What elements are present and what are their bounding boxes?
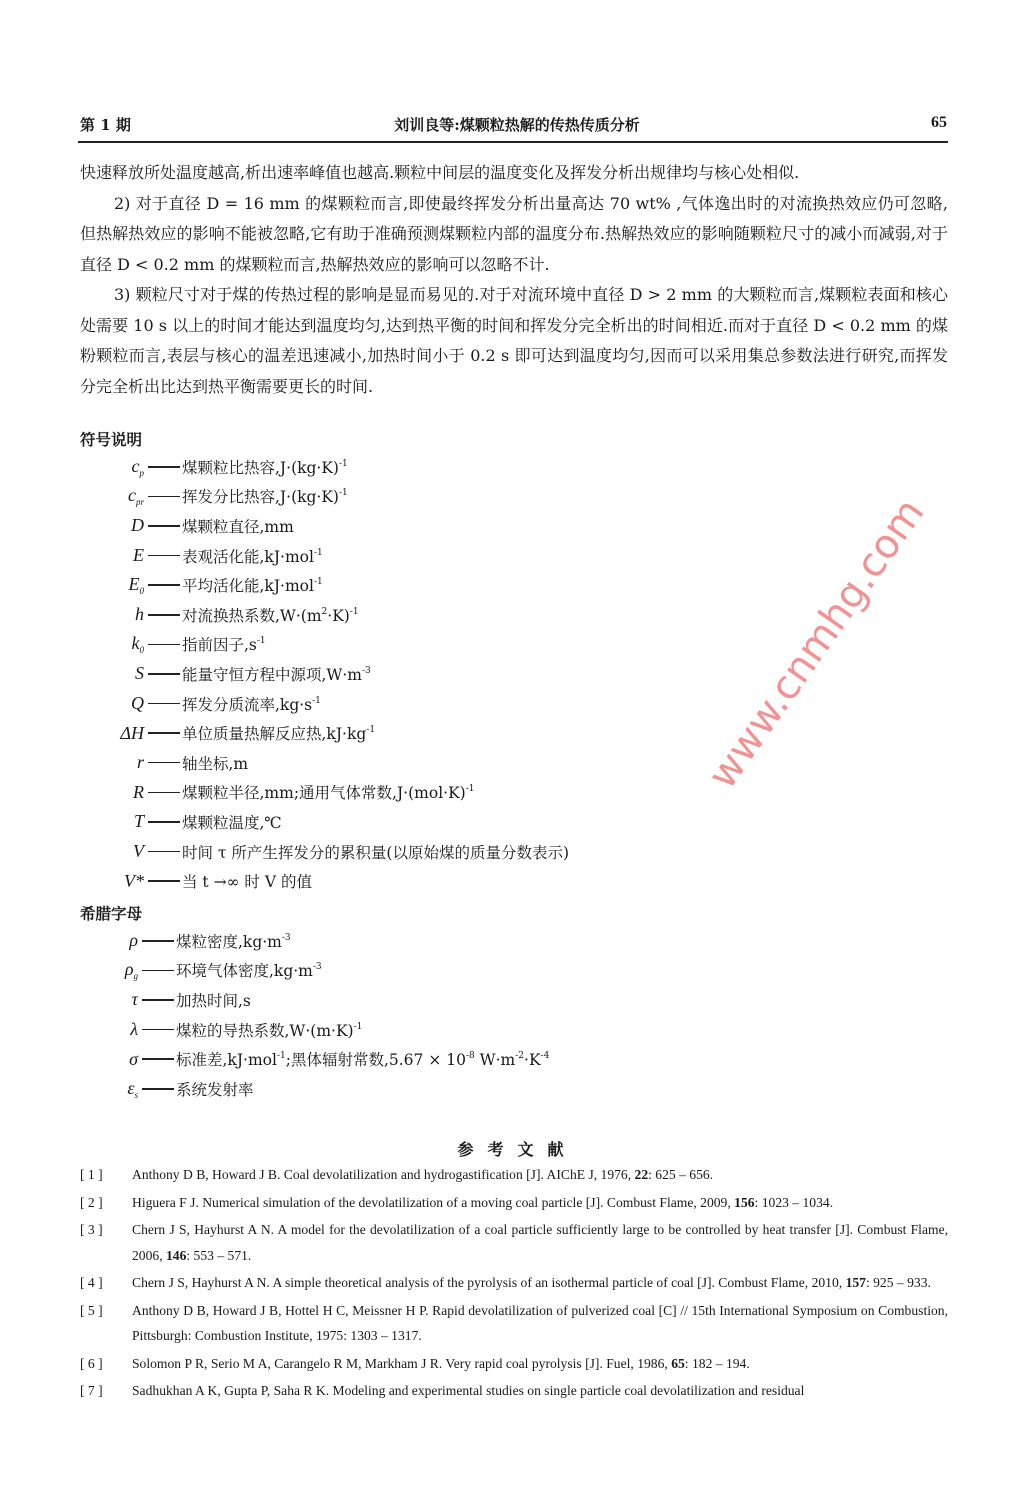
symbol: τ [131, 989, 138, 1010]
reference-number: [ 6 ] [80, 1355, 103, 1371]
symbol-row [80, 956, 549, 986]
reference-text [132, 1378, 948, 1404]
reference-item [80, 1217, 948, 1268]
text-segment: Solomon P R, Serio M A, Carangelo R M, Markham J R. Very rapid coal pyrolysis [J]. Fuel, 1986, [132, 1355, 672, 1371]
watermark: www.cnmhg.com [699, 490, 934, 798]
symbol: λ [130, 1019, 138, 1040]
symbol: $c_p$ [131, 455, 144, 478]
text-segment: Chern J S, Hayhurst A N. A model for the devolatilization of a coal particle sufficiently large to be controlled by heat transfer [J]. Combust Flame, 2006, [132, 1222, 948, 1263]
text-segment: 煤粒的导热系数,W·(m·K) [176, 1021, 354, 1040]
symbol-description [182, 693, 321, 715]
reference-item [80, 1351, 948, 1377]
symbol-description [176, 1078, 254, 1100]
symbol: Q [131, 693, 144, 714]
symbol: ρ [129, 930, 138, 951]
superscript: -2 [515, 1051, 525, 1062]
symbol: E [133, 545, 144, 566]
references-list [80, 1162, 948, 1406]
text-segment: 煤颗粒半径,mm;通用气体常数,J·(mol·K) [182, 784, 466, 803]
text-segment: 加热时间,s [176, 991, 251, 1010]
symbol-description [182, 633, 266, 655]
text-segment: ·K) [327, 606, 350, 625]
symbol: σ [129, 1048, 138, 1069]
symbol-row [80, 748, 569, 778]
symbol-description [176, 930, 291, 952]
em-dash [148, 792, 180, 794]
symbol: r [136, 752, 144, 773]
em-dash [142, 999, 174, 1001]
em-dash [142, 1058, 174, 1060]
symbol-row [80, 1044, 549, 1074]
em-dash [148, 644, 180, 646]
superscript: -8 [465, 1051, 475, 1062]
em-dash [142, 940, 174, 942]
symbol-row [80, 570, 569, 600]
symbol-row [80, 807, 569, 837]
em-dash [148, 732, 180, 734]
text-segment: 煤粒密度,kg·m [176, 932, 282, 951]
running-title: 刘训良等:煤颗粒热解的传热传质分析 [394, 116, 640, 134]
reference-text [132, 1190, 948, 1216]
em-dash [142, 1088, 174, 1090]
issue-label: 第 1 期 [80, 116, 131, 134]
symbol: R [133, 781, 144, 802]
text-segment: : 182 – 194. [684, 1355, 750, 1371]
symbol-row [80, 837, 569, 867]
symbol: ΔH [120, 722, 144, 743]
symbol: $\varepsilon_s$ [127, 1077, 138, 1100]
symbol-description [182, 604, 359, 626]
symbol-row [80, 1015, 549, 1045]
reference-number: [ 2 ] [80, 1194, 103, 1210]
reference-number: [ 4 ] [80, 1275, 103, 1290]
symbol-subscript: g [133, 971, 138, 982]
symbol-description [182, 781, 474, 803]
em-dash [142, 1029, 174, 1031]
text-segment: 能量守恒方程中源项,W·m [182, 665, 362, 684]
symbol: h [135, 604, 144, 625]
superscript: -1 [353, 1021, 363, 1032]
text-segment: Chern J S, Hayhurst A N. A simple theoretical analysis of the pyrolysis of an isothermal particle of coal [J]. Combust Flame, 2010, [132, 1275, 846, 1290]
em-dash [142, 970, 174, 972]
symbol-subscript: 0 [139, 586, 144, 597]
symbol-description [182, 811, 282, 833]
volume-number: 157 [845, 1275, 866, 1290]
superscript: -1 [276, 1051, 286, 1062]
text-segment: 轴坐标,m [182, 754, 249, 773]
greek-list [80, 926, 549, 1104]
superscript: -1 [256, 636, 266, 647]
text-segment: : 1023 – 1034. [754, 1194, 834, 1210]
em-dash [148, 851, 180, 853]
symbol-row [80, 778, 569, 808]
em-dash [148, 496, 180, 498]
symbol-description [182, 545, 323, 567]
text-segment: 煤颗粒直径,mm [182, 517, 294, 536]
volume-number: 146 [165, 1247, 187, 1263]
symbol-row [80, 659, 569, 689]
text-segment: Anthony D B, Howard J B. Coal devolatilization and hydrogastification [J]. AIChE J, 1976, [132, 1167, 635, 1182]
volume-number: 22 [634, 1167, 649, 1182]
superscript: -1 [338, 458, 348, 469]
symbol-description [182, 663, 371, 685]
symbol-description [182, 722, 375, 744]
reference-text [132, 1162, 948, 1188]
superscript: -1 [349, 606, 359, 617]
symbol-description [176, 959, 322, 981]
references-heading: 参考文献 [457, 1140, 578, 1159]
symbol-row [80, 482, 569, 512]
superscript: -1 [366, 725, 376, 736]
em-dash [148, 584, 180, 586]
reference-text [132, 1298, 948, 1349]
reference-text [132, 1351, 948, 1377]
text-segment: Higuera F J. Numerical simulation of the devolatilization of a moving coal particle [J]. Combust Flame, 2009, [132, 1194, 735, 1210]
symbol-row [80, 689, 569, 719]
reference-item [80, 1270, 948, 1296]
text-segment: 煤颗粒比热容,J·(kg·K) [182, 458, 339, 477]
symbol-row [80, 866, 569, 896]
reference-item [80, 1190, 948, 1216]
text-segment: 表观活化能,kJ·mol [182, 547, 314, 566]
symbol-description [182, 485, 348, 507]
symbol-row [80, 1074, 549, 1104]
symbol-description [176, 989, 251, 1011]
em-dash [148, 614, 180, 616]
symbol-description [182, 574, 323, 596]
symbol-description [176, 1019, 362, 1041]
text-segment: Sadhukhan A K, Gupta P, Saha R K. Modeling and experimental studies on single particle coal devolatilization and residual [132, 1383, 805, 1398]
symbol: V* [124, 870, 144, 891]
superscript: -1 [465, 784, 475, 795]
reference-number: [ 7 ] [80, 1383, 103, 1398]
text-segment: 挥发分比热容,J·(kg·K) [182, 488, 339, 507]
symbol-row [80, 630, 569, 660]
page-number: 65 [931, 114, 947, 131]
superscript: -1 [313, 577, 323, 588]
symbol-description [182, 870, 312, 892]
nomenclature-heading: 符号说明 [80, 430, 143, 449]
text-segment: ·K [524, 1051, 541, 1070]
reference-item [80, 1378, 948, 1404]
text-segment: Anthony D B, Howard J B, Hottel H C, Meissner H P. Rapid devolatilization of pulverized coal [C] // 15th International Symposium on Combustion, Pittsburgh: Combustion Institute, 1975: 1303 – 1317. [132, 1302, 948, 1343]
em-dash [148, 762, 180, 764]
text-segment: 挥发分质流率,kg·s [182, 695, 313, 714]
reference-text [132, 1217, 948, 1268]
symbol: V [133, 841, 144, 862]
text-segment: : 625 – 656. [648, 1167, 714, 1182]
nomenclature-list [80, 452, 569, 896]
em-dash [148, 525, 180, 527]
symbol-row [80, 926, 549, 956]
symbol-row [80, 511, 569, 541]
symbol: $E_0$ [128, 574, 144, 597]
text-segment: 当 t →∞ 时 V 的值 [182, 873, 312, 892]
text-segment: ;黑体辐射常数,5.67 × 10 [285, 1051, 466, 1070]
text-segment: 煤颗粒温度,℃ [182, 813, 282, 832]
reference-number: [ 3 ] [80, 1222, 103, 1237]
superscript: -3 [361, 665, 371, 676]
superscript: 2 [321, 606, 328, 617]
symbol-row [80, 541, 569, 571]
symbol-subscript: s [134, 1089, 138, 1100]
text-segment: 标准差,kJ·mol [176, 1051, 277, 1070]
text-segment: 指前因子,s [182, 636, 257, 655]
paragraph: 3) 颗粒尺寸对于煤的传热过程的影响是显而易见的.对于对流环境中直径 D > 2 mm 的大颗粒而言,煤颗粒表面和核心处需要 10 s 以上的时间才能达到温度均匀,达到热平衡的时间和挥发分完全析出的时间相近.而对于直径 D < 0.2 mm 的煤粉颗粒而言,表层与核心的温差迅速减小,加热时间小于 0.2 s 即可达到温度均匀,因而可以采用集总参数法进行研究,而挥发分完全析出比达到热平衡需要更长的时间. [80, 285, 948, 396]
reference-item [80, 1298, 948, 1349]
symbol-row [80, 718, 569, 748]
symbol-row [80, 600, 569, 630]
text-segment: 平均活化能,kJ·mol [182, 577, 314, 596]
reference-number: [ 5 ] [80, 1302, 103, 1318]
symbol: T [133, 811, 144, 832]
symbol: $\rho_g$ [124, 959, 138, 982]
volume-number: 156 [734, 1194, 755, 1210]
reference-number: [ 1 ] [80, 1167, 103, 1182]
paragraph: 快速释放所处温度越高,析出速率峰值也越高.颗粒中间层的温度变化及挥发分析出规律均与核心处相似. [80, 163, 800, 182]
superscript: -1 [313, 547, 323, 558]
symbol-description [182, 752, 248, 774]
symbol: S [135, 663, 144, 684]
volume-number: 65 [671, 1355, 685, 1371]
em-dash [148, 673, 180, 675]
text-segment: : 553 – 571. [186, 1247, 252, 1263]
em-dash [148, 880, 180, 882]
symbol: D [131, 515, 144, 536]
body-text [80, 158, 948, 402]
symbol-description [176, 1048, 549, 1070]
reference-text [132, 1270, 948, 1296]
text-segment: 单位质量热解反应热,kJ·kg [182, 725, 367, 744]
superscript: -3 [312, 962, 322, 973]
em-dash [148, 466, 180, 468]
symbol-description [182, 515, 294, 537]
symbol-description [182, 841, 569, 863]
em-dash [148, 555, 180, 557]
em-dash [148, 821, 180, 823]
symbol-row [80, 985, 549, 1015]
symbol-row [80, 452, 569, 482]
text-segment: 时间 τ 所产生挥发分的累积量(以原始煤的质量分数表示) [182, 843, 570, 862]
greek-heading: 希腊字母 [80, 904, 143, 923]
superscript: -4 [540, 1051, 550, 1062]
text-segment: 对流换热系数,W·(m [182, 606, 322, 625]
symbol-subscript: pr [135, 497, 144, 508]
symbol-subscript: 0 [139, 645, 144, 656]
text-segment: 系统发射率 [176, 1080, 254, 1099]
symbol-subscript: p [139, 467, 144, 478]
superscript: -1 [312, 695, 321, 706]
paragraph: 2) 对于直径 D = 16 mm 的煤颗粒而言,即使最终挥发分析出量高达 70 wt% ,气体逸出时的对流换热效应仍可忽略,但热解热效应的影响不能被忽略,它有助于准确预测煤颗粒内部的温度分布.热解热效应的影响随颗粒尺寸的减小而减弱,对于直径 D < 0.2 mm 的煤颗粒而言,热解热效应的影响可以忽略不计. [80, 193, 948, 274]
symbol: $c_{pr}$ [127, 485, 144, 508]
text-segment: : 925 – 933. [865, 1275, 931, 1290]
header-rule [78, 141, 948, 143]
superscript: -3 [281, 932, 291, 943]
em-dash [148, 703, 180, 705]
reference-item [80, 1162, 948, 1188]
text-segment: W·m [474, 1051, 516, 1070]
symbol-description [182, 456, 348, 478]
superscript: -1 [338, 488, 348, 499]
text-segment: 环境气体密度,kg·m [176, 962, 313, 981]
symbol: $k_0$ [131, 633, 144, 656]
